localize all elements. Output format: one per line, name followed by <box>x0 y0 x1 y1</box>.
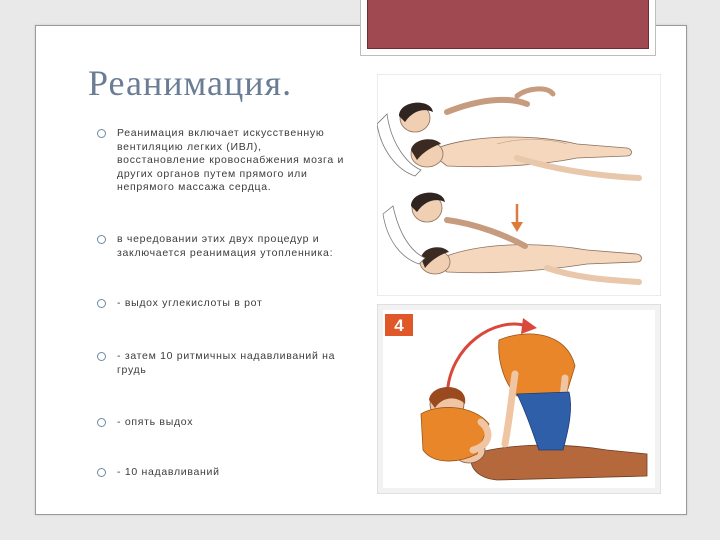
bullet-text: - выдох углекислоты в рот <box>117 297 263 309</box>
header-tab <box>360 0 656 56</box>
bullet-circle-icon <box>97 468 106 477</box>
resuscitation-illustration-top <box>377 74 661 296</box>
bullet-circle-icon <box>97 235 106 244</box>
step-number: 4 <box>394 316 404 335</box>
bullet-circle-icon <box>97 299 106 308</box>
resuscitation-illustration-step4 <box>377 304 661 494</box>
bullet-circle-icon <box>97 129 106 138</box>
bullet-text: - 10 надавливаний <box>117 466 220 478</box>
bullet-circle-icon <box>97 418 106 427</box>
bullet-text: Реанимация включает искусственную вентиляцию легких (ИВЛ), восстановление кровоснабжения мозга и других органов путем прямого или непрямого массажа сердца. <box>117 127 345 193</box>
bullet-text: - затем 10 ритмичных надавливаний на грудь <box>117 350 336 376</box>
slide-title: Реанимация. <box>88 63 293 103</box>
header-tab-fill <box>367 0 649 49</box>
bullet-circle-icon <box>97 352 106 361</box>
bullet-text: в чередовании этих двух процедур и заключается реанимация утопленника: <box>117 233 334 259</box>
bullet-text: - опять выдох <box>117 416 194 428</box>
